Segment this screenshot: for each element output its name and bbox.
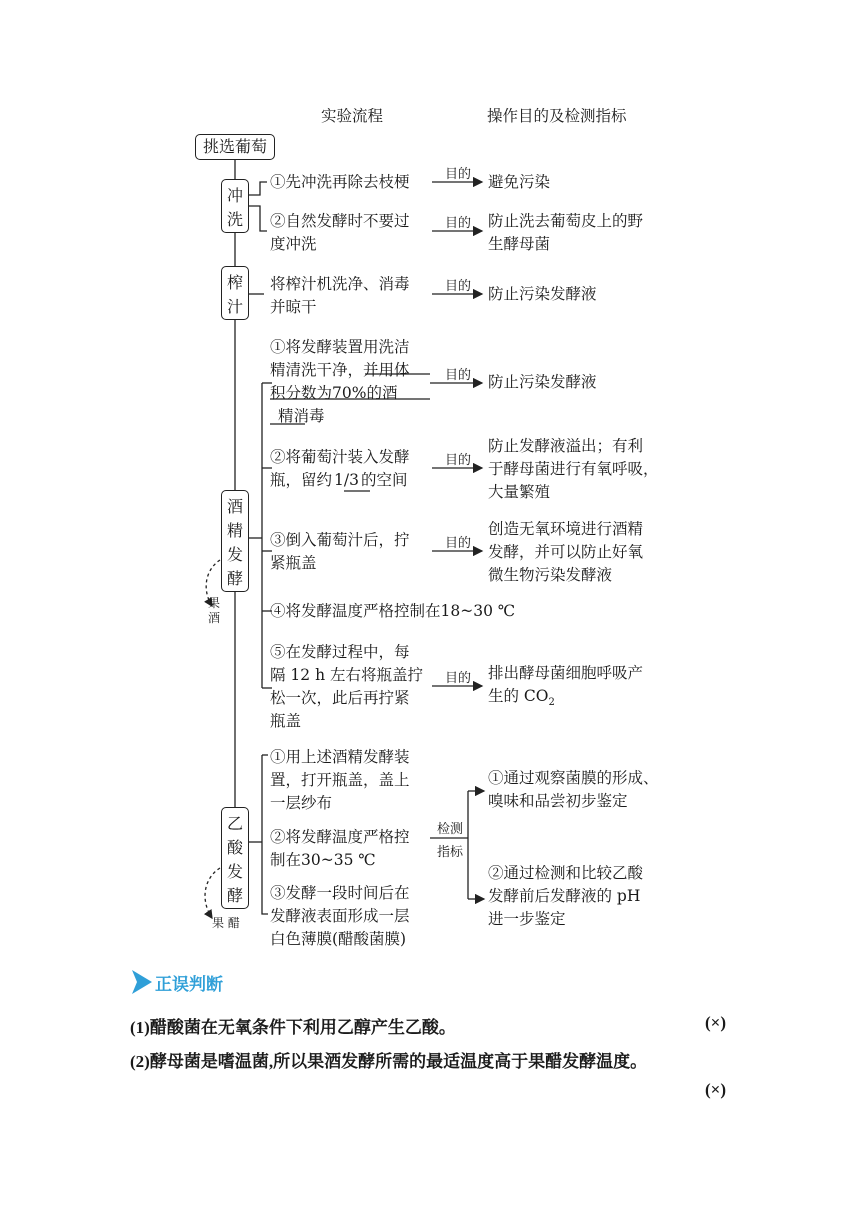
stage-char: 冲	[226, 186, 243, 205]
purpose-label: 目的	[444, 368, 471, 383]
section-arrow-icon	[132, 970, 152, 994]
stage-char: 榨	[226, 273, 243, 292]
question-1-answer: (×)	[705, 1013, 727, 1032]
header-purpose: 操作目的及检测指标	[487, 107, 627, 125]
side-note-vinegar: 果 醋	[212, 916, 240, 930]
rinse-step-2: ②自然发酵时不要过 度冲洗	[270, 212, 410, 253]
juice-step: 将榨汁机洗净、消毒 并晾干	[270, 275, 410, 316]
question-2-answer: (×)	[705, 1080, 727, 1099]
purpose-label: 目的	[444, 167, 471, 182]
stage-char: 酸	[226, 838, 243, 857]
alcohol-purpose-5: 排出酵母菌细胞呼吸产 生的 $CO_2$	[488, 664, 644, 709]
stage-alcohol	[221, 490, 249, 592]
stage-char: 发	[226, 545, 243, 564]
acetic-detect-2: ②通过检测和比较乙酸 发酵前后发酵液的 pH 进一步鉴定	[488, 864, 644, 928]
alcohol-step-5: ⑤在发酵过程中，每 隔 12 h 左右将瓶盖拧 松一次，此后再拧紧 瓶盖	[270, 643, 423, 730]
acetic-detect-1: ①通过观察菌膜的形成、 嗅味和品尝初步鉴定	[488, 769, 659, 810]
purpose-label: 目的	[444, 216, 471, 231]
rinse-purpose-2: 防止洗去葡萄皮上的野 生酵母菌	[488, 212, 644, 253]
stage-acetic	[221, 807, 249, 909]
alcohol-step-3: ③倒入葡萄汁后，拧 紧瓶盖	[270, 531, 410, 572]
acetic-step-3: ③发酵一段时间后在 发酵液表面形成一层 白色薄膜(醋酸菌膜)	[270, 884, 410, 948]
side-note-wine: 果 酒	[208, 596, 221, 625]
purpose-label: 目的	[444, 279, 471, 294]
juice-purpose: 防止污染发酵液	[488, 285, 597, 303]
detect-label: 检测	[436, 822, 463, 837]
alcohol-step-4: ④将发酵温度严格控制在18~30 ℃	[270, 602, 516, 620]
question-1: (1)醋酸菌在无氧条件下利用乙醇产生乙酸。	[130, 1018, 456, 1037]
rinse-purpose-1: 避免污染	[488, 173, 551, 191]
purpose-label: 目的	[444, 536, 471, 551]
section-title: 正误判断	[155, 975, 223, 995]
stage-char: 发	[226, 862, 243, 881]
header-process: 实验流程	[321, 107, 384, 125]
stage-char: 洗	[226, 210, 243, 229]
stage-char: 精	[226, 521, 243, 540]
acetic-step-2: ②将发酵温度严格控 制在30~35 ℃	[270, 828, 410, 869]
rinse-step-1: ①先冲洗再除去枝梗	[270, 173, 410, 191]
stage-char: 酵	[226, 569, 243, 588]
alcohol-purpose-3: 创造无氧环境进行酒精 发酵，并可以防止好氧 微生物污染发酵液	[488, 520, 644, 584]
stage-char: 汁	[226, 297, 243, 316]
alcohol-purpose-2: 防止发酵液溢出；有利 于酵母菌进行有氧呼吸， 大量繁殖	[488, 437, 659, 501]
alcohol-step-1: ①将发酵装置用洗洁 精清洗干净，并用体 积分数为70%的酒 精消毒	[270, 338, 410, 425]
purpose-label: 目的	[444, 671, 471, 686]
question-2: (2)酵母菌是嗜温菌,所以果酒发酵所需的最适温度高于果醋发酵温度。	[130, 1052, 648, 1071]
detect-label: 指标	[436, 845, 463, 860]
stage-juice	[221, 266, 249, 320]
acetic-step-1: ①用上述酒精发酵装 置，打开瓶盖，盖上 一层纱布	[270, 748, 410, 812]
alcohol-purpose-1: 防止污染发酵液	[488, 373, 597, 391]
alcohol-step-2: ②将葡萄汁装入发酵 瓶，留约 1/3 的空间	[270, 448, 410, 489]
purpose-label: 目的	[444, 453, 471, 468]
stage-char: 酒	[226, 497, 243, 516]
start-box: 挑选葡萄	[195, 134, 275, 160]
stage-char: 酵	[226, 886, 243, 905]
stage-char: 乙	[226, 814, 243, 833]
stage-rinse	[221, 179, 249, 233]
